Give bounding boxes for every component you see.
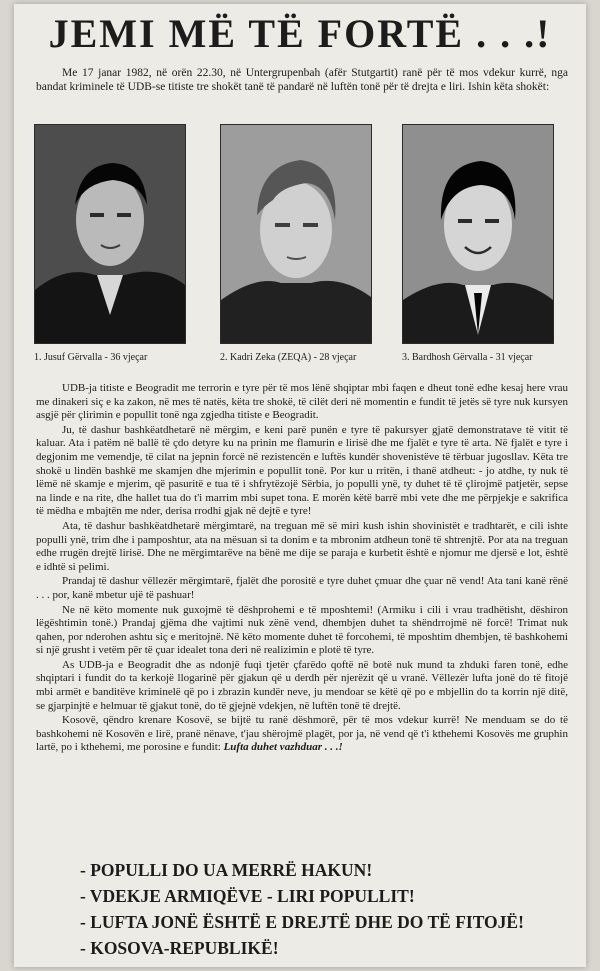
portrait-caption-2: 2. Kadri Zeka (ZEQA) - 28 vjeçar: [220, 352, 357, 363]
portrait-photo-2: [220, 124, 372, 344]
page-title: JEMI MË TË FORTË . . .!: [48, 11, 552, 56]
photo-row: [14, 124, 586, 374]
portrait-photo-3: [402, 124, 554, 344]
portrait-caption-3: 3. Bardhosh Gërvalla - 31 vjeçar: [402, 352, 533, 363]
closing-text: Kosovë, qëndro krenare Kosovë, se bijtë tu ranë dëshmorë, për të mos vdekur kurrë! Ne menduam se do të bashkohemi në Kosovën e lirë, pranë nënave, t'jau shërojmë plagët, por ja, në vend që t'i kthehemi Kosovës me gruphin lartë, po i kthehemi, me porosine e fundit:: [36, 714, 568, 754]
portrait-photo-1: [34, 124, 186, 344]
portrait-2-image: [221, 125, 371, 343]
body-paragraph-3: Ata, të dashur bashkëatdhetarë mërgimtarë, na treguan më së miri kush ishin shovinistët e tradhtarët, e cili ishte populli ynë, trim dhe i pamposhtur, ata na mësuan si ta donim e ta mbronim atdheun tonë të shtrenjtë. Por ata na treguan edhe rrugën drejtë lirisë. Dhe ne mërgimtarëve na bënë me dije se paraja e kurbetit është e njomur me djersë e lot, është e idhtë si pelimi.: [36, 519, 568, 573]
slogan-1: - POPULLI DO UA MERRË HAKUN!: [80, 860, 373, 880]
intro-paragraph: Me 17 janar 1982, në orën 22.30, në Untergrupenbah (afër Stutgartit) ranë për të mos vdekur kurrë, nga bandat kriminele të UDB-se titiste tre shokët tanë të pandarë në luftën tonë për të drejta e liri. Ishin këta shokët:: [36, 67, 568, 93]
slogan-3: - LUFTA JONË ËSHTË E DREJTË DHE DO TË FITOJË!: [80, 912, 524, 932]
body-paragraph-5: Ne në këto momente nuk guxojmë të dëshprohemi e të mposhtemi! (Armiku i cili i vrau tradhëtisht, dëshiron lëgështimin tonë.) Prandaj gjëma dhe vajtimi nuk zënë vend, dhembjen duhet ta shëndrrojmë në forcë! Trimat nuk qahen, por nderohen ashtu siç e meritojnë. Në këto momente duhet të forcohemi, të mposhtim dhembjen, të bashkohemi si një grusht i vetëm për të çuar idealet tona deri në realizimin e plotë të tyre.: [36, 603, 568, 657]
body-text: [36, 382, 568, 756]
closing-bold-text: Lufta duhet vazhduar . . .!: [223, 741, 343, 754]
leaflet-page: [14, 4, 586, 967]
slogan-4: - KOSOVA-REPUBLIKË!: [80, 938, 279, 958]
portrait-caption-1: 1. Jusuf Gërvalla - 36 vjeçar: [34, 352, 148, 363]
body-paragraph-6: As UDB-ja e Beogradit dhe as ndonjë fuqi tjetër çfarëdo qoftë në botë nuk mund ta zhduki faren tonë, edhe shqiptari i fundit do ta kerkojë llogarinë për gjakun që u derdh për njerëzit që u vranë. Vëllezër lufta jonë do të fitojë mbi armët e banditëve kriminelë që po i zbrazin kundër neve, ju mendoar se këtë që po e mbjellin do ta korrin një ditë, se gjarpinjtë e helmuar të gjakut tonë, do të gjejnë vdekjen, në luftën tonë të drejtë.: [36, 658, 568, 712]
portrait-3-image: [403, 125, 553, 343]
body-paragraph-4: Prandaj të dashur vëllezër mërgimtarë, fjalët dhe porositë e tyre duhet çmuar dhe çuar në vend! Ata tani kanë rënë . . . por, kanë mbetur ujë të pashuar!: [36, 575, 568, 601]
slogan-2: - VDEKJE ARMIQËVE - LIRI POPULLIT!: [80, 886, 415, 906]
slogan-list: [80, 857, 580, 961]
portrait-1-image: [35, 125, 185, 343]
body-paragraph-2: Ju, të dashur bashkëatdhetarë në mërgim, e keni parë punën e tyre të pakursyer gjatë demonstratave të vitit të kaluar. Ata i patëm në ballë të çdo detyre ku na prinin me flamurin e lirisë dhe me fjalët e tyre të arta. Në fjalët e tyre i degjonim me vemendje, të cilat na jepnin forcë në rezistencën e luftës kundër shovenistëve të tërbuar jugosllav. Këta tre shokë u lindën bashkë me skamjen dhe mjerimin e popullit tonë. Por kur u rritën, i thanë atdheut: - jo atdhe, ty nuk të lëmë në skamje e mjerim, që pasuritë e tua të i shfrytëzojë Sërbia, jo populli ynë, ty duhet të të çlirojmë patjetër, sepse na linde e na rite, dhe hallet tua do t'i marrim mbi supet tona. E morën këtë barrë mbi vete dhe me përpjekje e sakrifica të mëdha e mbajtën me nder, derisa rrodhi gjak në dejtë e tyre!: [36, 423, 568, 518]
body-paragraph-7: [36, 714, 568, 755]
body-paragraph-1: UDB-ja titiste e Beogradit me terrorin e tyre për të mos lënë shqiptar mbi faqen e dheut tonë edhe kesaj here vrau me dinakeri siç e ka zakon, në mes të natës, këta tre shokë, të cilët deri në momentin e fundit të jetës së tyre nuk kursyen asgjë për çlirimin e popullit tonë nga zgjedha titiste e Beogradit.: [36, 382, 568, 422]
